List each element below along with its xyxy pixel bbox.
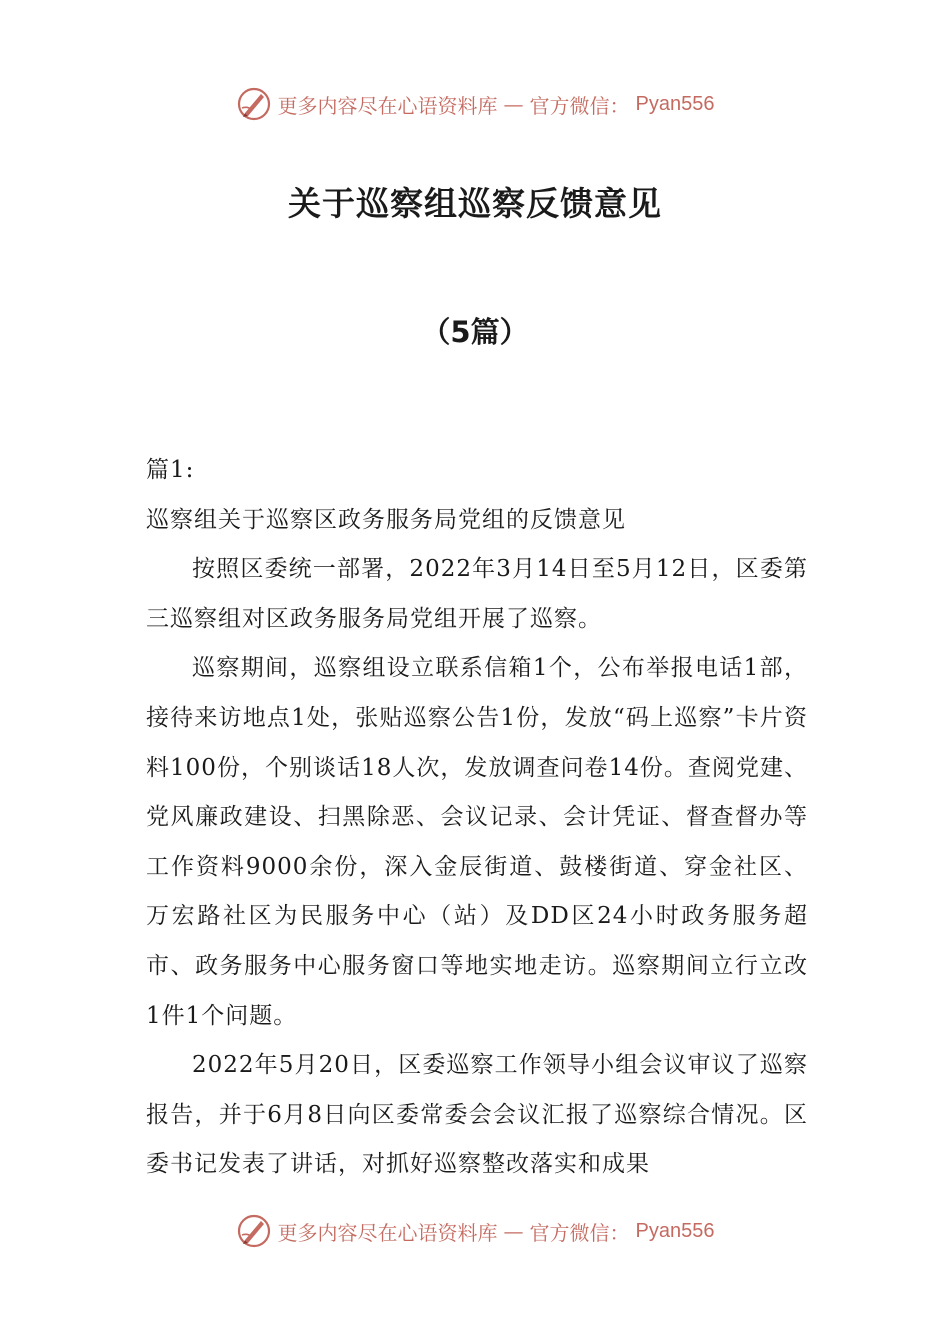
pen-logo-icon [236,1213,272,1249]
watermark-id: Pyan556 [635,1219,715,1242]
section-label: 篇1: [146,457,195,483]
paragraph: 巡察期间，巡察组设立联系信箱1个，公布举报电话1部，接待来访地点1处，张贴巡察公告1份，发放“码上巡察”卡片资料100份，个别谈话18人次，发放调查问卷14份。查阅党建、党风廉政建设、扫黑除恶、会议记录、会计凭证、督查督办等工作资料9000余份，深入金辰街道、鼓楼街道、穿金社区、万宏路社区为民服务中心（站）及DD区24小时政务服务超市、政务服务中心服务窗口等地实地走访。巡察期间立行立改1件1个问题。 [146,655,808,1029]
watermark-footer [0,1211,950,1251]
section-heading: 巡察组关于巡察区政务服务局党组的反馈意见 [146,506,626,533]
paragraph: 按照区委统一部署，2022年3月14日至5月12日，区委第三巡察组对区政务服务局党组开展了巡察。 [146,556,808,632]
watermark-header [0,84,950,124]
document-body [146,446,808,1190]
pen-logo-icon [236,86,272,122]
paragraph: 2022年5月20日，区委巡察工作领导小组会议审议了巡察报告，并于6月8日向区委常委会会议汇报了巡察综合情况。区委书记发表了讲话，对抓好巡察整改落实和成果 [146,1052,808,1178]
watermark-separator: — [503,92,524,116]
watermark-label: 官方微信： [529,1220,630,1245]
document-subtitle: （5篇） [421,315,529,349]
watermark-separator: — [503,1219,524,1243]
watermark-text: 更多内容尽在心语资料库 [277,1220,498,1245]
watermark-text: 更多内容尽在心语资料库 [277,93,498,118]
watermark-label: 官方微信： [529,93,630,118]
watermark-id: Pyan556 [635,92,715,115]
document-title: 关于巡察组巡察反馈意见 [288,184,662,223]
